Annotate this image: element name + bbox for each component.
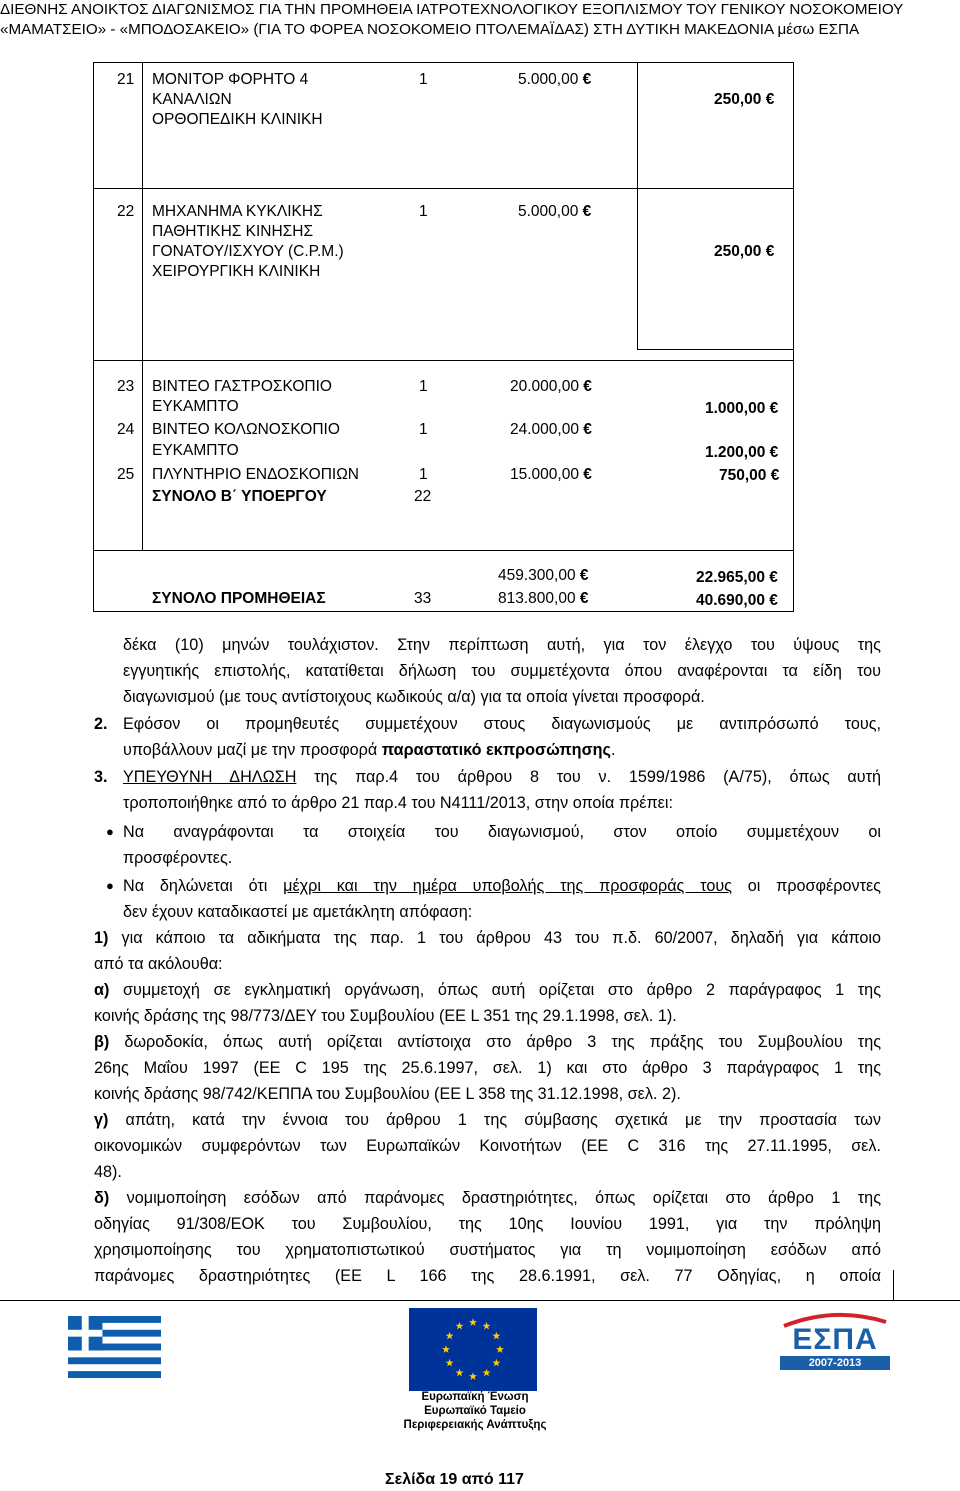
paragraph-line: κοινής δράσης 98/742/ΚΕΠΠΑ του Συμβουλίου (ΕΕ L 358 της 31.12.1998, σελ. 2). [94, 1085, 681, 1103]
page-number: Σελίδα 19 από 117 [385, 1471, 524, 1488]
bullet-line: Να δηλώνεται ότι μέχρι και την ημέρα υποβολής της προσφοράς τους οι προσφέροντες [123, 877, 881, 895]
total-label: ΣΥΝΟΛΟ ΠΡΟΜΗΘΕΙΑΣ [152, 590, 326, 607]
paragraph-line: ΥΠΕΥΘΥΝΗ ΔΗΛΩΣΗ της παρ.4 του άρθρου 8 του ν. 1599/1986 (Α/75), όπως αυτή [123, 768, 881, 786]
item-no: 24 [117, 421, 135, 438]
col-divider-price-top [637, 63, 638, 349]
item-desc-line: ΒΙΝΤΕΟ ΓΑΣΤΡΟΣΚΟΠΙΟ [152, 378, 332, 395]
header-line-2: «ΜΑΜΑΤΣΕΙΟ» - «ΜΠΟΔΟΣΑΚΕΙΟ» (ΓΙΑ ΤΟ ΦΟΡΕΑ ΝΟΣΟΚΟΜΕΙΟ ΠΤΟΛΕΜΑΪΔΑΣ) ΣΤΗ ΔΥΤΙΚΗ ΜΑΚΕΔΟΝΙΑ μέσω ΕΣΠΑ [0, 21, 860, 38]
item-desc-line: ΕΥΚΑΜΠΤΟ [152, 398, 239, 415]
paragraph-line: 1) για κάποιο τα αδικήματα της παρ. 1 του άρθρου 43 του π.δ. 60/2007, δηλαδή για κάποιο [94, 929, 881, 947]
paragraph-line: 48). [94, 1163, 122, 1181]
document-header [0, 0, 960, 40]
subtotal-qty: 22 [414, 488, 432, 505]
subtotal-label: ΣΥΝΟΛΟ Β΄ ΥΠΟΕΡΓΟΥ [152, 488, 327, 505]
espa-logo [780, 1312, 890, 1370]
item-qty: 1 [419, 71, 428, 88]
item-desc-line: ΧΕΙΡΟΥΡΓΙΚΗ ΚΛΙΝΙΚΗ [152, 263, 321, 280]
paragraph-line: υποβάλλουν μαζί με την προσφορά παραστατικό εκπροσώπησης. [123, 741, 616, 759]
paragraph-line: παράνομες δραστηριότητες (ΕΕ L 166 της 28.6.1991, σελ. 77 Οδηγίας, η οποία [94, 1267, 881, 1285]
espa-years: 2007-2013 [780, 1356, 890, 1370]
eu-caption-3: Περιφερειακής Ανάπτυξης [403, 1419, 547, 1431]
subtotal-vat: 22.965,00 € [696, 569, 778, 586]
list-number: 3. [94, 768, 108, 786]
item-price: 15.000,00 € [510, 466, 592, 483]
row-divider [637, 349, 793, 350]
item-desc-line: ΠΑΘΗΤΙΚΗΣ ΚΙΝΗΣΗΣ [152, 223, 314, 240]
item-qty: 1 [419, 378, 428, 395]
paragraph-line: διαγωνισμού (με τους αντίστοιχους κωδικούς α/α) για τα οποία γίνεται προσφορά. [123, 688, 705, 706]
greek-flag-icon [68, 1316, 161, 1378]
item-price: 20.000,00 € [510, 378, 592, 395]
list-number: 2. [94, 715, 108, 733]
paragraph-line: β) δωροδοκία, όπως αυτή ορίζεται αντίστοιχα στο άρθρο 3 της πράξης του Συμβουλίου της [94, 1033, 881, 1051]
paragraph-line: γ) απάτη, κατά την έννοια του άρθρου 1 της σύμβασης σχετικά με την προστασία των [94, 1111, 881, 1129]
item-desc-line: ΠΛΥΝΤΗΡΙΟ ΕΝΔΟΣΚΟΠΙΩΝ [152, 466, 359, 483]
bullet-line: δεν έχουν καταδικαστεί με αμετάκλητη απόφαση: [123, 903, 473, 921]
item-desc-line: ΒΙΝΤΕΟ ΚΟΛΩΝΟΣΚΟΠΙΟ [152, 421, 340, 438]
paragraph-line: τροποποιήθηκε από το άρθρο 21 παρ.4 του Ν4111/2013, στην οποία πρέπει: [123, 794, 673, 812]
eu-caption-2: Ευρωπαϊκό Ταμείο [424, 1405, 526, 1417]
item-price: 5.000,00 € [518, 71, 592, 88]
total-vat: 40.690,00 € [696, 592, 778, 609]
paragraph-line: εγγυητικής επιστολής, κατατίθεται δήλωση του συμμετέχοντα όπου αναφέρονται τα είδη του [123, 662, 881, 680]
item-vat: 1.000,00 € [705, 400, 779, 417]
paragraph-line: οδηγίας 91/308/ΕΟΚ του Συμβουλίου, της 10ης Ιουνίου 1991, για την πρόληψη [94, 1215, 881, 1233]
total-qty: 33 [414, 590, 432, 607]
subtotal-price: 459.300,00 € [498, 567, 589, 584]
paragraph-line: Εφόσον οι προμηθευτές συμμετέχουν στους διαγωνισμούς με αντιπρόσωπό τους, [123, 715, 881, 733]
col-divider-no [142, 63, 143, 550]
paragraph-line: 26ης Μαΐου 1997 (ΕΕ C 195 της 25.6.1997, σελ. 1) και στο άρθρο 3 παράγραφος 1 της [94, 1059, 881, 1077]
item-desc-line: ΕΥΚΑΜΠΤΟ [152, 442, 239, 459]
paragraph-line: κοινής δράσης της 98/773/ΔΕΥ του Συμβουλίου (ΕΕ L 351 της 29.1.1998, σελ. 1). [94, 1007, 677, 1025]
item-qty: 1 [419, 203, 428, 220]
item-desc-line: ΜΟΝΙΤΟΡ ΦΟΡΗΤΟ 4 [152, 71, 309, 88]
item-vat: 1.200,00 € [705, 444, 779, 461]
bullet-line: προσφέροντες. [123, 849, 233, 867]
item-vat: 250,00 € [714, 243, 775, 260]
total-price: 813.800,00 € [498, 590, 589, 607]
item-price: 5.000,00 € [518, 203, 592, 220]
item-qty: 1 [419, 421, 428, 438]
item-price: 24.000,00 € [510, 421, 592, 438]
item-desc-line: ΚΑΝΑΛΙΩΝ [152, 91, 232, 108]
items-table [93, 62, 794, 612]
item-vat: 750,00 € [719, 467, 780, 484]
bullet-icon: ● [106, 878, 114, 893]
item-no: 23 [117, 378, 135, 395]
item-vat: 250,00 € [714, 91, 775, 108]
margin-rule [893, 1270, 894, 1300]
row-divider [94, 188, 793, 189]
bullet-line: Να αναγράφονται τα στοιχεία του διαγωνισμού, στον οποίο συμμετέχουν οι [123, 823, 881, 841]
bullet-icon: ● [106, 824, 114, 839]
item-no: 22 [117, 203, 135, 220]
paragraph-line: από τα ακόλουθα: [94, 955, 223, 973]
header-line-1: ΔΙΕΘΝΗΣ ΑΝΟΙΚΤΟΣ ΔΙΑΓΩΝΙΣΜΟΣ ΓΙΑ ΤΗΝ ΠΡΟΜΗΘΕΙΑ ΙΑΤΡΟΤΕΧΝΟΛΟΓΙΚΟΥ ΕΞΟΠΛΙΣΜΟΥ ΤΟΥ ΓΕΝΙΚΟΥ ΝΟΣΟΚΟΜΕΙΟΥ [0, 1, 904, 18]
espa-logo-text: ΕΣΠΑ [792, 1323, 878, 1356]
row-divider [94, 550, 793, 551]
eu-flag-icon [409, 1308, 537, 1391]
item-qty: 1 [419, 466, 428, 483]
paragraph-line: οικονομικών συμφερόντων των Ευρωπαϊκών Κοινοτήτων (ΕΕ C 316 της 27.11.1995, σελ. [94, 1137, 881, 1155]
footer-rule [0, 1300, 960, 1301]
paragraph-line: χρησιμοποίησης του χρηματοπιστωτικού συστήματος για τη νομιμοποίηση εσόδων από [94, 1241, 881, 1259]
eu-caption-1: Ευρωπαϊκή Ένωση [421, 1391, 529, 1403]
paragraph-line: δέκα (10) μηνών τουλάχιστον. Στην περίπτωση αυτή, για τον έλεγχο του ύψους της [123, 636, 881, 654]
paragraph-line: α) συμμετοχή σε εγκληματική οργάνωση, όπως αυτή ορίζεται στο άρθρο 2 παράγραφος 1 της [94, 981, 881, 999]
item-desc-line: ΜΗΧΑΝΗΜΑ ΚΥΚΛΙΚΗΣ [152, 203, 323, 220]
item-no: 25 [117, 466, 135, 483]
row-divider [94, 360, 793, 361]
item-desc-line: ΟΡΘΟΠΕΔΙΚΗ ΚΛΙΝΙΚΗ [152, 111, 323, 128]
item-desc-line: ΓΟΝΑΤΟΥ/ΙΣΧΥΟΥ (C.P.M.) [152, 243, 344, 260]
item-no: 21 [117, 71, 135, 88]
paragraph-line: δ) νομιμοποίηση εσόδων από παράνομες δραστηριότητες, όπως ορίζεται στο άρθρο 1 της [94, 1189, 881, 1207]
